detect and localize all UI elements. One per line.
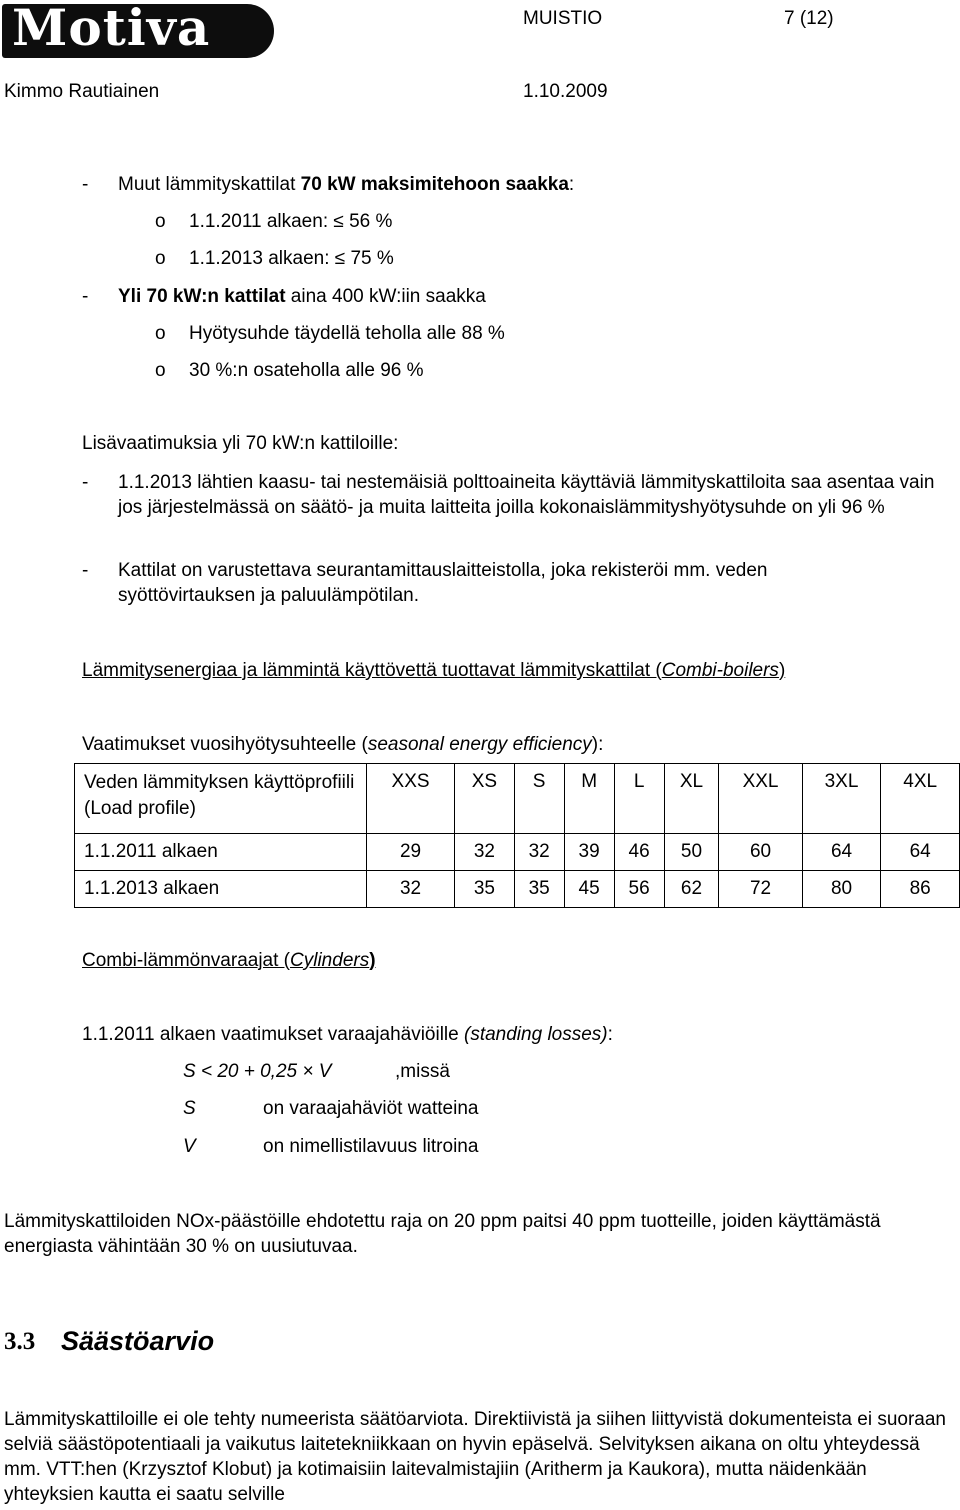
value-cell: 62: [664, 871, 719, 908]
list-dash: -: [82, 174, 89, 195]
combi-requirement: Vaatimukset vuosihyötysuhteelle (seasonal energy efficiency):: [82, 734, 604, 755]
sub-bullet: o: [155, 248, 166, 269]
loss-formula: S < 20 + 0,25 × V: [183, 1061, 332, 1082]
value-cell: 32: [367, 871, 455, 908]
sub-bullet: o: [155, 360, 166, 381]
value-cell: 60: [719, 834, 802, 871]
row-label: 1.1.2013 alkaen: [75, 871, 367, 908]
table-header-label: Veden lämmityksen käyttöprofiili (Load profile): [75, 764, 367, 834]
value-cell: 64: [881, 834, 960, 871]
boiler-item-2: Yli 70 kW:n kattilat aina 400 kW:iin saakka: [118, 286, 486, 307]
def-symbol: S: [183, 1098, 196, 1119]
boiler-item-1-sub-1: 1.1.2011 alkaen: ≤ 56 %: [189, 211, 393, 232]
section-number: 3.3: [4, 1328, 36, 1355]
value-cell: 50: [664, 834, 719, 871]
value-cell: 29: [367, 834, 455, 871]
table-header-row: [75, 764, 960, 834]
profile-cell: L: [614, 764, 664, 834]
sub-bullet: o: [155, 211, 166, 232]
value-cell: 64: [802, 834, 881, 871]
list-dash: -: [82, 472, 89, 493]
row-label: 1.1.2011 alkaen: [75, 834, 367, 871]
extra-bullet-2: Kattilat on varustettava seurantamittauslaitteistolla, joka rekisteröi mm. veden syöttövirtauksen ja paluulämpötilan.: [118, 560, 768, 606]
section-title: Säästöarvio: [61, 1326, 215, 1356]
value-cell: 32: [455, 834, 515, 871]
extra-heading: Lisävaatimuksia yli 70 kW:n kattiloille:: [82, 433, 399, 454]
nox-paragraph: Lämmityskattiloiden NOx-päästöille ehdotettu raja on 20 ppm paitsi 40 ppm tuotteille, joiden käyttämästä energiasta vähintään 30 % on uusiutuvaa.: [4, 1211, 881, 1257]
formula-where: ,missä: [395, 1061, 450, 1082]
efficiency-table: [74, 763, 960, 908]
value-cell: 56: [614, 871, 664, 908]
section-body: Lämmityskattiloille ei ole tehty numeerista säätöarviota. Direktiivistä ja siihen liittyvistä dokumenteista ei suoraan selviä säästöpotentiaali ja vaikutus laitetekniikkaan on hyvin epäselvä. Selvityksen aikana on oltu yhteydessä mm. VTT:hen (Krzysztof Klobut) ja kotimaisiin laitevalmistajiin (Aritherm ja Kaukora), mutta näidenkään yhteyksien kautta ei saatu selville: [4, 1409, 946, 1505]
value-cell: 46: [614, 834, 664, 871]
table-row: [75, 871, 960, 908]
boiler-item-1: Muut lämmityskattilat 70 kW maksimitehoon saakka:: [118, 174, 575, 195]
doc-date: 1.10.2009: [523, 81, 608, 102]
value-cell: 35: [455, 871, 515, 908]
doc-type: MUISTIO: [523, 8, 603, 29]
value-cell: 45: [564, 871, 614, 908]
sub-bullet: o: [155, 323, 166, 344]
author: Kimmo Rautiainen: [4, 81, 160, 102]
boiler-item-2-sub-2: 30 %:n osateholla alle 96 %: [189, 360, 424, 381]
value-cell: 35: [514, 871, 564, 908]
page-number: 7 (12): [784, 8, 834, 29]
value-cell: 32: [514, 834, 564, 871]
profile-cell: M: [564, 764, 614, 834]
value-cell: 39: [564, 834, 614, 871]
cylinders-heading: Combi-lämmönvaraajat (Cylinders): [82, 950, 376, 971]
profile-cell: 3XL: [802, 764, 881, 834]
boiler-item-2-sub-1: Hyötysuhde täydellä teholla alle 88 %: [189, 323, 505, 344]
combi-heading: Lämmitysenergiaa ja lämmintä käyttövettä tuottavat lämmityskattilat (Combi-boilers): [82, 660, 786, 681]
logo-text: Motiva: [12, 4, 211, 57]
profile-cell: 4XL: [881, 764, 960, 834]
profile-cell: XS: [455, 764, 515, 834]
profile-cell: S: [514, 764, 564, 834]
value-cell: 86: [881, 871, 960, 908]
def-text: on nimellistilavuus litroina: [263, 1136, 479, 1157]
value-cell: 80: [802, 871, 881, 908]
cylinders-requirement: 1.1.2011 alkaen vaatimukset varaajahäviöille (standing losses):: [82, 1024, 613, 1045]
motiva-logo: [2, 4, 274, 58]
value-cell: 72: [719, 871, 802, 908]
def-symbol: V: [183, 1136, 196, 1157]
profile-cell: XXS: [367, 764, 455, 834]
table-row: [75, 834, 960, 871]
list-dash: -: [82, 560, 89, 581]
list-dash: -: [82, 286, 89, 307]
boiler-item-1-sub-2: 1.1.2013 alkaen: ≤ 75 %: [189, 248, 394, 269]
profile-cell: XL: [664, 764, 719, 834]
extra-bullet-1: 1.1.2013 lähtien kaasu- tai nestemäisiä polttoaineita käyttäviä lämmityskattiloita saa asentaa vain jos järjestelmässä on säätö- ja muita laitteita joilla kokonaislämmityshyötysuhde on yli 96 %: [118, 472, 935, 518]
profile-cell: XXL: [719, 764, 802, 834]
def-text: on varaajahäviöt watteina: [263, 1098, 479, 1119]
